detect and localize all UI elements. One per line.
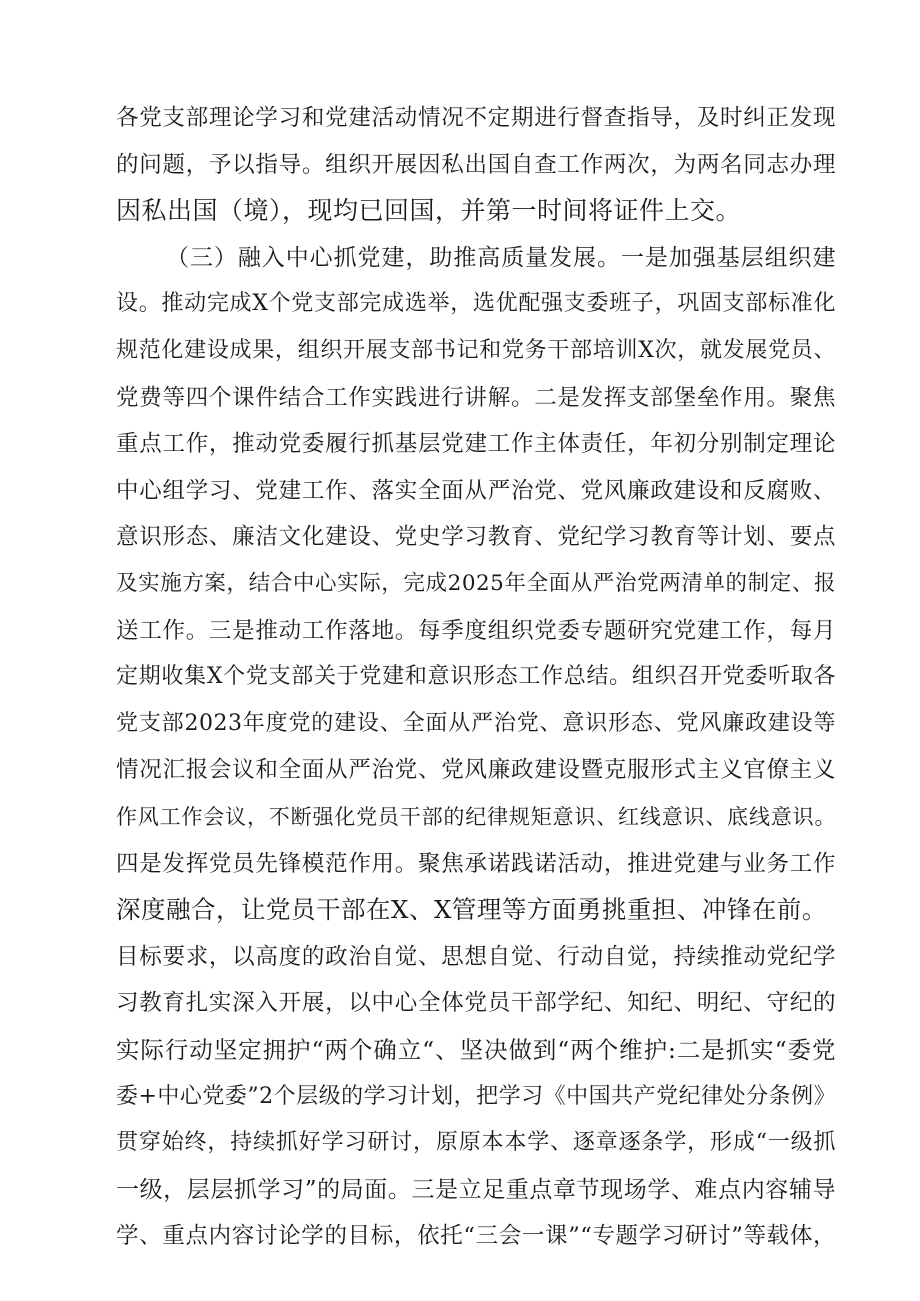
text-line: 一级，层层抓学习”的局面。三是立足重点章节现场学、难点内容辅导 [116, 1176, 836, 1203]
text-line: 党支部2023年度党的建设、全面从严治党、意识形态、党风廉政建设等 [116, 710, 836, 736]
text-line: 及实施方案，结合中心实际，完成2025年全面从严治党两清单的制定、报 [116, 571, 836, 596]
text-line: 情况汇报会议和全面从严治党、党风廉政建设暨克服形式主义官僚主义 [116, 757, 836, 784]
text-line: 送工作。三是推动工作落地。每季度组织党委专题研究党建工作，每月 [116, 617, 836, 644]
text-line: 实际行动坚定拥护“两个确立“、坚决做到“两个维护:二是抓实“委党 [116, 1036, 836, 1064]
text-line: 重点工作，推动党委履行抓基层党建工作主体责任，年初分别制定理论 [116, 431, 836, 458]
text-line: 目标要求，以高度的政治自觉、思想自觉、行动自觉，持续推动党纪学 [116, 943, 836, 970]
text-line: 中心组学习、党建工作、落实全面从严治党、党风廉政建设和反腐败、 [116, 477, 836, 504]
text-line: 作风工作会议，不断强化党员干部的纪律规矩意识、红线意识、底线意识。 [116, 805, 836, 829]
text-line: 定期收集X个党支部关于党建和意识形态工作总结。组织召开党委听取各 [116, 664, 836, 690]
text-line: 各党支部理论学习和党建活动情况不定期进行督查指导，及时纠正发现 [116, 105, 836, 131]
text-line: 因私出国（境），现均已回国，并第一时间将证件上交。 [116, 196, 742, 226]
text-line: 深度融合，让党员干部在X、X管理等方面勇挑重担、冲锋在前。 [116, 895, 827, 925]
text-line: 四是发挥党员先锋模范作用。聚焦承诺践诺活动，推进党建与业务工作 [116, 850, 836, 877]
text-line: 党费等四个课件结合工作实践进行讲解。二是发挥支部堡垒作用。聚焦 [116, 384, 836, 411]
text-line: 学、重点内容讨论学的目标，依托“三会一课”“专题学习研讨”等载体， [116, 1223, 836, 1250]
text-line: （三）融入中心抓党建，助推高质量发展。一是加强基层组织建 [166, 244, 836, 271]
text-line: 习教育扎实深入开展，以中心全体党员干部学纪、知纪、明纪、守纪的 [116, 990, 836, 1017]
text-line: 规范化建设成果，组织开展支部书记和党务干部培训X次，就发展党员、 [116, 338, 836, 363]
text-line: 的问题，予以指导。组织开展因私出国自查工作两次，为两名同志办理 [116, 151, 836, 178]
text-line: 委+中心党委”2个层级的学习计划，把学习《中国共产党纪律处分条例》 [116, 1083, 837, 1109]
text-line: 贯穿始终，持续抓好学习研讨，原原本本学、逐章逐条学，形成“一级抓 [116, 1130, 836, 1156]
text-line: 意识形态、廉洁文化建设、党史学习教育、党纪学习教育等计划、要点 [116, 524, 836, 551]
text-line: 设。推动完成X个党支部完成选举，选优配强支委班子，巩固支部标准化 [116, 291, 836, 317]
